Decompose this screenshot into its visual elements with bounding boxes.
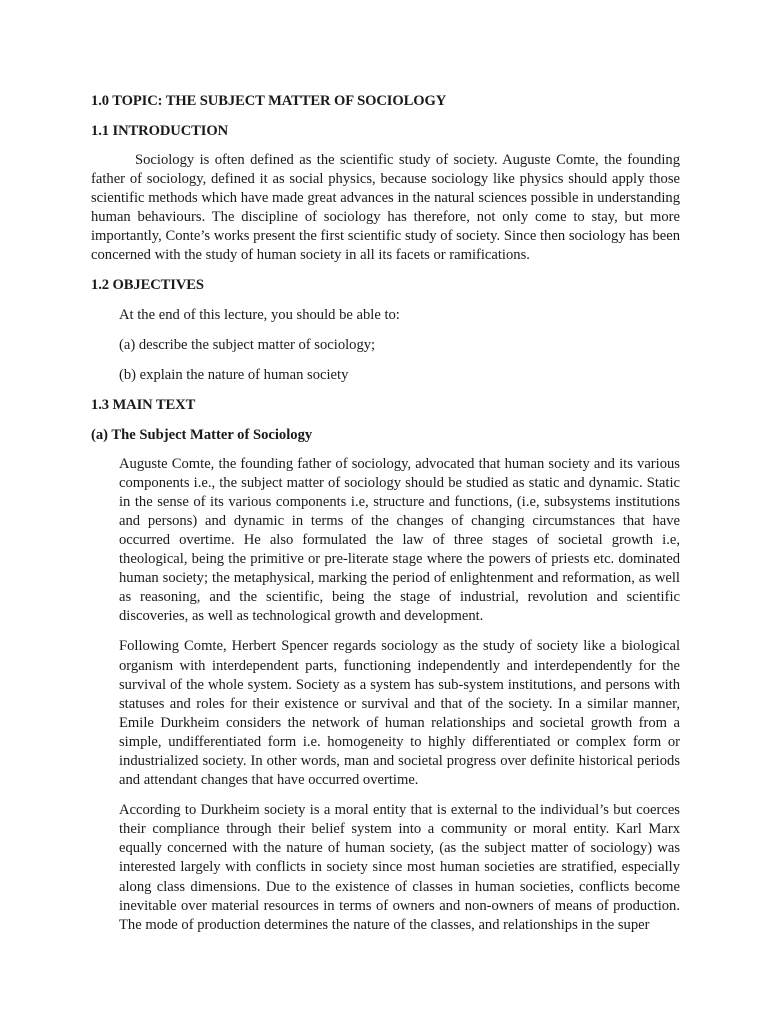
body-paragraph: According to Durkheim society is a moral entity that is external to the individual’s but coerces their compliance through their belief system into a community or moral entity. Karl Marx equally concerned with the nature of human society, (as the subject matter of sociology) was interested largely with conflicts in society since most human societies are stratified, especially along class dimensions. Due to the existence of classes in human societies, conflicts become inevitable over material resources in terms of owners and non-owners of means of production. The mode of production determines the nature of the classes, and relationships in the super [119,802,680,933]
subject-matter-subheading: (a) The Subject Matter of Sociology [91,426,313,443]
introduction-heading: 1.1 INTRODUCTION [91,123,229,139]
objectives-intro: At the end of this lecture, you should be able to: [119,306,400,323]
main-text-heading: 1.3 MAIN TEXT [91,396,196,413]
objective-item: (b) explain the nature of human society [119,366,349,383]
introduction-paragraph: Sociology is often defined as the scientific study of society. Auguste Comte, the founding father of sociology, defined it as social physics, because sociology like physics should apply those scientific methods which have made great advances in the natural sciences possible in understanding human behaviours. The discipline of sociology has therefore, not only come to stay, but more importantly, Conte’s works present the first scientific study of society. Since then sociology has been concerned with the study of human society in all its facets or ramifications. [91,152,680,264]
body-paragraph: Auguste Comte, the founding father of sociology, advocated that human society and its various components i.e., the subject matter of sociology should be studied as static and dynamic. Static in the sense of its various components i.e, structure and functions, (i.e, subsystems institutions and persons) and dynamic in terms of the changes of changing circumstances that have occurred overtime. He also formulated the law of three stages of societal growth i.e, theological, being the primitive or pre-literate stage where the powers of priests etc. dominated human society; the metaphysical, marking the period of enlightenment and reformation, as well as reasoning, and the scientific, being the stage of industrial, revolution and scientific discoveries, as well as technological growth and development. [119,455,680,625]
objective-item: (a) describe the subject matter of sociology; [119,336,376,353]
topic-heading: 1.0 TOPIC: THE SUBJECT MATTER OF SOCIOLOGY [91,93,447,109]
body-paragraph: Following Comte, Herbert Spencer regards sociology as the study of society like a biological organism with interdependent parts, functioning independently and interdependently for the survival of the whole system. Society as a system has sub-system institutions, and persons with statuses and roles for their existence or survival and that of the society. In a similar manner, Emile Durkheim considers the network of human relationships and societal growth from a simple, undifferentiated form i.e. homogeneity to highly differentiated or complex form or industrialized society. In other words, man and societal progress over definite historical periods and attendant changes that have occurred overtime. [119,638,680,789]
objectives-heading: 1.2 OBJECTIVES [91,276,204,293]
